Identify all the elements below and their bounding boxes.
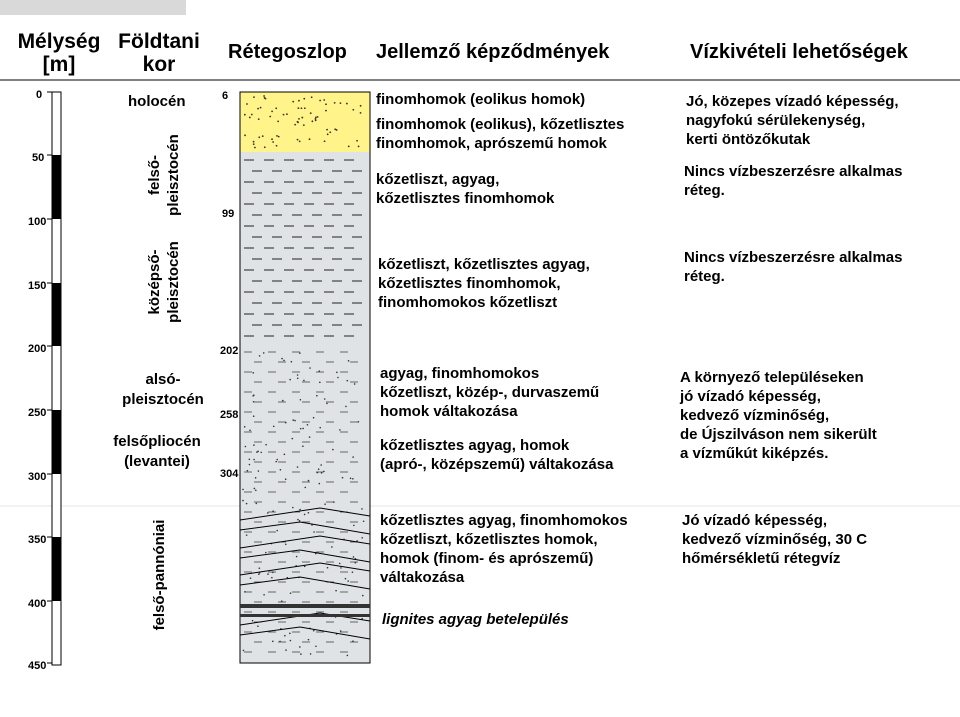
- sand-dot: [319, 100, 321, 102]
- sand-dot: [244, 114, 246, 116]
- mixed-dot: [253, 415, 255, 417]
- mixed-dot: [346, 380, 348, 382]
- layer-top-258: 258: [220, 409, 239, 421]
- mixed-dot: [259, 355, 261, 357]
- mixed-dot: [258, 573, 260, 575]
- mixed-dot: [308, 512, 310, 514]
- age-holocene: holocén: [128, 93, 186, 110]
- mixed-dot: [323, 471, 325, 473]
- mixed-dot: [350, 478, 352, 480]
- age-upper-pleistocene: felső- pleisztocén: [146, 134, 182, 216]
- sand-dot: [269, 116, 271, 118]
- sand-dot: [253, 96, 255, 98]
- sand-dot: [303, 124, 305, 126]
- mixed-dot: [361, 537, 363, 539]
- mixed-dot: [263, 594, 265, 596]
- sand-dot: [356, 140, 358, 142]
- mixed-dot: [244, 591, 246, 593]
- mixed-dot: [260, 452, 262, 454]
- mixed-dot: [316, 395, 318, 397]
- mixed-dot: [304, 514, 306, 516]
- mixed-dot: [242, 489, 244, 491]
- mixed-dot: [361, 508, 363, 510]
- mixed-dot: [249, 459, 251, 461]
- mixed-dot: [307, 424, 309, 426]
- mixed-dot: [352, 456, 354, 458]
- formation-5: agyag, finomhomokos kőzetliszt, közép-, durvaszemű homok váltakozása: [380, 365, 600, 420]
- mixed-dot: [252, 372, 254, 374]
- mixed-dot: [320, 464, 322, 466]
- depth-tick-400: 400: [28, 598, 47, 610]
- mixed-dot: [257, 625, 259, 627]
- sand-dot: [298, 118, 300, 120]
- age-upper-pliocene: felsőpliocén (levantei): [113, 433, 201, 470]
- mixed-dot: [300, 399, 302, 401]
- sand-dot: [325, 110, 327, 112]
- mixed-dot: [267, 512, 269, 514]
- water-2: Nincs vízbeszerzésre alkalmas réteg.: [684, 163, 903, 199]
- mixed-dot: [299, 646, 301, 648]
- sand-dot: [348, 145, 350, 147]
- mixed-dot: [292, 419, 294, 421]
- sand-dot: [327, 133, 329, 135]
- mixed-dot: [352, 478, 354, 480]
- mixed-dot: [348, 360, 350, 362]
- mixed-dot: [255, 477, 257, 479]
- water-4: A környező településeken jó vízadó képesség, kedvező vízminőség, de Újszilváson nem sikerült a vízműkút kiképzés.: [680, 369, 877, 462]
- mixed-dot: [313, 531, 315, 533]
- sand-dot: [326, 129, 328, 131]
- mixed-dot: [289, 379, 291, 381]
- mixed-dot: [289, 633, 291, 635]
- mixed-dot: [246, 534, 248, 536]
- sand-dot: [276, 145, 278, 147]
- mixed-dot: [337, 377, 339, 379]
- mixed-dot: [318, 483, 320, 485]
- mixed-dot: [309, 367, 311, 369]
- depth-tick-200: 200: [28, 343, 47, 355]
- sand-dot: [352, 109, 354, 111]
- water-5: Jó vízadó képesség, kedvező vízminőség, 30 C hőmérsékletű rétegvíz: [682, 512, 868, 567]
- sand-dot: [263, 95, 265, 97]
- mixed-dot: [303, 380, 305, 382]
- mixed-dot: [290, 640, 292, 642]
- mixed-dot: [300, 428, 302, 430]
- mixed-dot: [281, 358, 283, 360]
- sand-dot: [346, 103, 348, 105]
- mixed-dot: [255, 503, 257, 505]
- sand-dot: [254, 147, 256, 149]
- sand-dot: [324, 140, 326, 142]
- mixed-dot: [352, 640, 354, 642]
- mixed-dot: [297, 377, 299, 379]
- sand-dot: [276, 135, 278, 137]
- mixed-dot: [250, 577, 252, 579]
- sand-dot: [311, 96, 313, 98]
- layer-sand: [240, 92, 370, 152]
- mixed-dot: [319, 370, 321, 372]
- mixed-dot: [309, 436, 311, 438]
- header-age: Földtani kor: [118, 30, 200, 76]
- sand-dot: [264, 97, 266, 99]
- sand-dot: [301, 107, 303, 109]
- mixed-dot: [300, 653, 302, 655]
- mixed-dot: [353, 525, 355, 527]
- sand-dot: [251, 114, 253, 116]
- mixed-dot: [339, 563, 341, 565]
- sand-dot: [301, 117, 303, 119]
- sand-dot: [278, 136, 280, 138]
- mixed-dot: [315, 645, 317, 647]
- mixed-dot: [297, 466, 299, 468]
- sand-dot: [325, 103, 327, 105]
- mixed-dot: [272, 572, 274, 574]
- mixed-dot: [247, 470, 249, 472]
- mixed-dot: [279, 641, 281, 643]
- mixed-dot: [258, 470, 260, 472]
- depth-scale-segment: [52, 283, 61, 346]
- mixed-dot: [294, 420, 296, 422]
- mixed-dot: [363, 520, 365, 522]
- sand-dot: [253, 141, 255, 143]
- age-middle-pleistocene: középső- pleisztocén: [146, 241, 182, 323]
- depth-tick-450: 450: [28, 660, 47, 672]
- water-3: Nincs vízbeszerzésre alkalmas réteg.: [684, 249, 903, 285]
- mixed-dot: [362, 595, 364, 597]
- mixed-dot: [332, 449, 334, 451]
- layer-silt-clay: [240, 152, 370, 663]
- sand-dot: [283, 114, 285, 116]
- sand-dot: [297, 139, 299, 141]
- formation-8: lignites agyag betelepülés: [382, 611, 569, 628]
- mixed-dot: [255, 490, 257, 492]
- sand-dot: [286, 113, 288, 115]
- sand-dot: [253, 143, 255, 145]
- formation-7: kőzetlisztes agyag, finomhomokos kőzetliszt, kőzetlisztes homok, homok (finom- és aprószemű) váltakozása: [380, 512, 628, 586]
- mixed-dot: [265, 552, 267, 554]
- sand-dot: [292, 101, 294, 103]
- mixed-dot: [292, 507, 294, 509]
- mixed-dot: [331, 546, 333, 548]
- sand-dot: [275, 107, 277, 109]
- sand-dot: [334, 128, 336, 130]
- mixed-dot: [285, 543, 287, 545]
- sand-dot: [264, 146, 266, 148]
- sand-dot: [272, 141, 274, 143]
- mixed-dot: [319, 382, 321, 384]
- mixed-dot: [353, 556, 355, 558]
- depth-tick-300: 300: [28, 471, 47, 483]
- sand-dot: [360, 112, 362, 114]
- sand-dot: [303, 98, 305, 100]
- depth-tick-250: 250: [28, 407, 47, 419]
- mixed-dot: [246, 503, 248, 505]
- mixed-dot: [284, 454, 286, 456]
- mixed-dot: [285, 422, 287, 424]
- sand-dot: [317, 116, 319, 118]
- formation-3: kőzetliszt, agyag, kőzetlisztes finomhomok: [376, 171, 555, 207]
- sand-dot: [298, 100, 300, 102]
- mixed-dot: [302, 428, 304, 430]
- mixed-dot: [285, 478, 287, 480]
- mixed-dot: [284, 635, 286, 637]
- mixed-dot: [319, 427, 321, 429]
- sand-dot: [340, 102, 342, 104]
- mixed-dot: [302, 445, 304, 447]
- mixed-dot: [347, 580, 349, 582]
- mixed-dot: [339, 429, 341, 431]
- mixed-dot: [327, 567, 329, 569]
- header-formations: Jellemző képződmények: [376, 41, 610, 63]
- sand-dot: [334, 102, 336, 104]
- mixed-dot: [324, 503, 326, 505]
- sand-dot: [249, 117, 251, 119]
- layer-top-304: 304: [220, 468, 239, 480]
- mixed-dot: [249, 464, 251, 466]
- mixed-dot: [340, 630, 342, 632]
- mixed-dot: [281, 600, 283, 602]
- sand-dot: [297, 121, 299, 123]
- header-depth: Mélység [m]: [17, 30, 101, 76]
- mixed-dot: [308, 639, 310, 641]
- mixed-dot: [273, 426, 275, 428]
- layer-top-99: 99: [222, 208, 235, 220]
- mixed-dot: [253, 444, 255, 446]
- sand-dot: [315, 116, 317, 118]
- mixed-dot: [272, 641, 274, 643]
- lignite-band: [240, 614, 370, 617]
- mixed-dot: [326, 403, 328, 405]
- mixed-dot: [358, 421, 360, 423]
- mixed-dot: [244, 426, 246, 428]
- formation-4: kőzetliszt, kőzetlisztes agyag, kőzetlisztes finomhomok, finomhomokos kőzetliszt: [378, 256, 590, 311]
- mixed-dot: [304, 487, 306, 489]
- mixed-dot: [313, 630, 315, 632]
- sand-dot: [297, 107, 299, 109]
- mixed-dot: [243, 650, 245, 652]
- sand-dot: [244, 134, 246, 136]
- depth-tick-350: 350: [28, 534, 47, 546]
- mixed-dot: [299, 352, 301, 354]
- mixed-dot: [254, 488, 256, 490]
- formation-6: kőzetlisztes agyag, homok (apró-, középszemű) váltakozása: [380, 437, 614, 473]
- depth-tick-150: 150: [28, 280, 47, 292]
- mixed-dot: [253, 459, 255, 461]
- mixed-dot: [290, 592, 292, 594]
- age-upper-pannonian: felső-pannóniai: [151, 519, 168, 631]
- mixed-dot: [324, 398, 326, 400]
- sand-dot: [299, 140, 301, 142]
- mixed-dot: [285, 649, 287, 651]
- mixed-dot: [333, 501, 335, 503]
- mixed-dot: [296, 556, 298, 558]
- mixed-dot: [308, 480, 310, 482]
- sand-dot: [271, 110, 273, 112]
- mixed-dot: [271, 577, 273, 579]
- sand-dot: [277, 120, 279, 122]
- mixed-dot: [299, 520, 301, 522]
- sand-dot: [304, 107, 306, 109]
- mixed-dot: [256, 451, 258, 453]
- sand-dot: [315, 119, 317, 121]
- sand-dot: [246, 103, 248, 105]
- mixed-dot: [297, 519, 299, 521]
- mixed-dot: [252, 620, 254, 622]
- depth-scale-segment: [52, 537, 61, 601]
- mixed-dot: [265, 444, 267, 446]
- mixed-dot: [282, 400, 284, 402]
- mixed-dot: [275, 461, 277, 463]
- sand-dot: [258, 136, 260, 138]
- mixed-dot: [318, 468, 320, 470]
- header-water: Vízkivételi lehetőségek: [690, 41, 908, 63]
- mixed-dot: [299, 509, 301, 511]
- mixed-dot: [345, 578, 347, 580]
- lignite-band: [240, 604, 370, 608]
- depth-tick-50: 50: [32, 152, 45, 164]
- mixed-dot: [310, 653, 312, 655]
- mixed-dot: [313, 417, 315, 419]
- mixed-dot: [267, 573, 269, 575]
- mixed-dot: [340, 567, 342, 569]
- mixed-dot: [354, 383, 356, 385]
- sand-dot: [260, 107, 262, 109]
- sand-dot: [257, 108, 259, 110]
- mixed-dot: [345, 406, 347, 408]
- sand-dot: [358, 146, 360, 148]
- sand-dot: [309, 138, 311, 140]
- mixed-dot: [352, 571, 354, 573]
- depth-tick-100: 100: [28, 216, 47, 228]
- mixed-dot: [321, 472, 323, 474]
- header-band: [0, 0, 186, 15]
- header-column: Rétegoszlop: [228, 41, 347, 63]
- formation-1: finomhomok (eolikus homok): [376, 91, 586, 108]
- sand-dot: [258, 118, 260, 120]
- water-1: Jó, közepes vízadó képesség, nagyfokú sérülekenység, kerti öntözőkutak: [686, 93, 899, 148]
- mixed-dot: [317, 472, 319, 474]
- layer-top-202: 202: [220, 345, 239, 357]
- mixed-dot: [297, 374, 299, 376]
- mixed-dot: [342, 477, 344, 479]
- mixed-dot: [347, 655, 349, 657]
- sand-dot: [360, 105, 362, 107]
- sand-dot: [262, 135, 264, 137]
- mixed-dot: [336, 372, 338, 374]
- depth-scale-segment: [52, 155, 61, 219]
- mixed-dot: [335, 590, 337, 592]
- mixed-dot: [272, 510, 274, 512]
- age-lower-pleistocene: alsó- pleisztocén: [122, 371, 204, 408]
- formation-2: finomhomok (eolikus), kőzetlisztes finomhomok, aprószemű homok: [376, 116, 625, 152]
- mixed-dot: [249, 430, 251, 432]
- sand-dot: [271, 138, 273, 140]
- mixed-dot: [280, 469, 282, 471]
- sand-dot: [323, 99, 325, 101]
- mixed-dot: [283, 360, 285, 362]
- sand-dot: [311, 120, 313, 122]
- mixed-dot: [355, 562, 357, 564]
- depth-tick-0: 0: [36, 89, 43, 101]
- mixed-dot: [245, 446, 247, 448]
- mixed-dot: [252, 395, 254, 397]
- mixed-dot: [291, 361, 293, 363]
- mixed-dot: [253, 401, 255, 403]
- sand-dot: [329, 131, 331, 133]
- mixed-dot: [276, 459, 278, 461]
- layer-top-6: 6: [222, 90, 229, 102]
- sand-dot: [294, 124, 296, 126]
- depth-scale-segment: [52, 410, 61, 474]
- sand-dot: [310, 112, 312, 114]
- mixed-dot: [263, 352, 265, 354]
- mixed-dot: [292, 438, 294, 440]
- mixed-dot: [276, 530, 278, 532]
- mixed-dot: [242, 500, 244, 502]
- mixed-dot: [259, 567, 261, 569]
